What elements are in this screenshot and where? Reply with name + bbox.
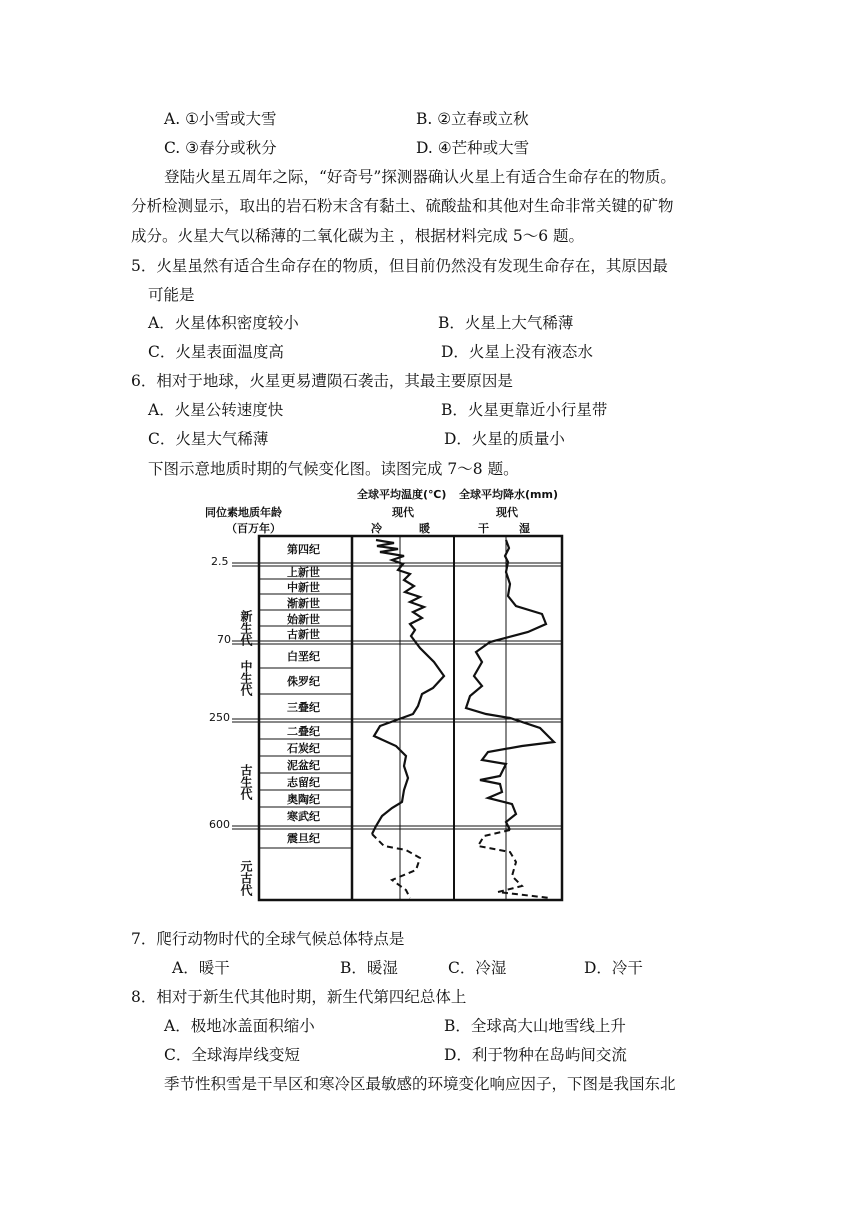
closing-paragraph: 季节性积雪是干旱区和寒冷区最敏感的环境变化响应因子，下图是我国东北: [164, 1075, 676, 1093]
passage-line: 成分。火星大气以稀薄的二氧化碳为主 ，根据材料完成 5～6 题。: [131, 227, 585, 245]
q7-option-b: B．暖湿: [340, 959, 398, 977]
period-label: 上新世: [287, 566, 320, 579]
passage-line: 登陆火星五周年之际，“好奇号”探测器确认火星上有适合生命存在的物质。: [164, 168, 676, 186]
q7-option-c: C．冷湿: [448, 959, 507, 977]
era-proterozoic: 元古代: [239, 860, 253, 896]
q8-option-b: B．全球高大山地雪线上升: [444, 1017, 626, 1035]
q5-stem-cont: 可能是: [148, 286, 195, 304]
precip-header: 全球平均降水(mm): [459, 488, 558, 501]
period-label: 第四纪: [287, 543, 320, 556]
q5-option-c: C．火星表面温度高: [148, 343, 284, 361]
period-label: 石炭纪: [287, 742, 320, 755]
period-label: 志留纪: [287, 776, 320, 789]
q8-option-c: C．全球海岸线变短: [164, 1046, 300, 1064]
q8-option-d: D．利于物种在岛屿间交流: [444, 1046, 627, 1064]
era-paleozoic: 古生代: [239, 764, 253, 800]
cold-label: 冷: [371, 522, 382, 535]
period-label: 二叠纪: [287, 725, 320, 738]
q4-option-c: C. ③春分或秋分: [164, 139, 277, 157]
period-label: 奥陶纪: [287, 793, 320, 806]
q4-option-a: A. ①小雪或大雪: [164, 110, 277, 128]
q6-option-b: B．火星更靠近小行星带: [441, 401, 608, 419]
q6-option-c: C．火星大气稀薄: [148, 430, 269, 448]
q5-option-b: B．火星上大气稀薄: [438, 314, 574, 332]
period-label: 震旦纪: [287, 832, 320, 845]
q6-stem: 6．相对于地球，火星更易遭陨石袭击，其最主要原因是: [131, 372, 513, 390]
q5-option-d: D．火星上没有液态水: [441, 343, 593, 361]
age-tick: 2.5: [211, 555, 229, 568]
era-mesozoic: 中生代: [239, 660, 253, 696]
q6-option-d: D．火星的质量小: [444, 430, 565, 448]
period-label: 泥盆纪: [287, 759, 320, 772]
temp-header: 全球平均温度(℃): [357, 488, 447, 501]
age-unit: （百万年）: [226, 522, 281, 535]
q8-option-a: A．极地冰盖面积缩小: [164, 1017, 315, 1035]
age-tick: 250: [209, 711, 230, 724]
era-cenozoic: 新生代: [239, 610, 253, 646]
period-label: 三叠纪: [287, 701, 320, 714]
q5-stem: 5．火星虽然有适合生命存在的物质，但目前仍然没有发现生命存在，其原因最: [131, 257, 668, 275]
passage-line: 分析检测显示，取出的岩石粉末含有黏土、硫酸盐和其他对生命非常关键的矿物: [131, 197, 674, 215]
period-label: 渐新世: [287, 597, 320, 610]
precipitation-curve-uncertain: [478, 830, 550, 898]
period-label: 中新世: [287, 581, 320, 594]
period-label: 寒武纪: [287, 810, 320, 823]
q4-option-d: D. ④芒种或大雪: [416, 139, 530, 157]
period-label: 白垩纪: [287, 650, 320, 663]
q7-stem: 7．爬行动物时代的全球气候总体特点是: [131, 930, 405, 948]
age-header: 同位素地质年龄: [205, 506, 282, 519]
period-label: 古新世: [287, 628, 320, 641]
q6-option-a: A．火星公转速度快: [148, 401, 284, 419]
wet-label: 湿: [519, 522, 530, 535]
age-tick: 70: [217, 633, 231, 646]
q4-option-b: B. ②立春或立秋: [416, 110, 529, 128]
period-label: 侏罗纪: [287, 675, 320, 688]
q8-stem: 8．相对于新生代其他时期，新生代第四纪总体上: [131, 988, 467, 1006]
q7-option-a: A．暖干: [172, 959, 230, 977]
age-tick: 600: [209, 818, 230, 831]
warm-label: 暖: [419, 522, 430, 535]
figure-intro: 下图示意地质时期的气候变化图。读图完成 7～8 题。: [148, 460, 519, 478]
q5-option-a: A．火星体积密度较小: [148, 314, 299, 332]
period-label: 始新世: [287, 613, 320, 626]
dry-label: 干: [478, 522, 489, 535]
precipitation-curve: [466, 540, 554, 830]
precip-modern-label: 现代: [496, 506, 518, 519]
q7-option-d: D．冷干: [584, 959, 643, 977]
temp-modern-label: 现代: [392, 506, 414, 519]
temperature-curve: [372, 540, 444, 834]
temperature-curve-uncertain: [372, 834, 420, 898]
